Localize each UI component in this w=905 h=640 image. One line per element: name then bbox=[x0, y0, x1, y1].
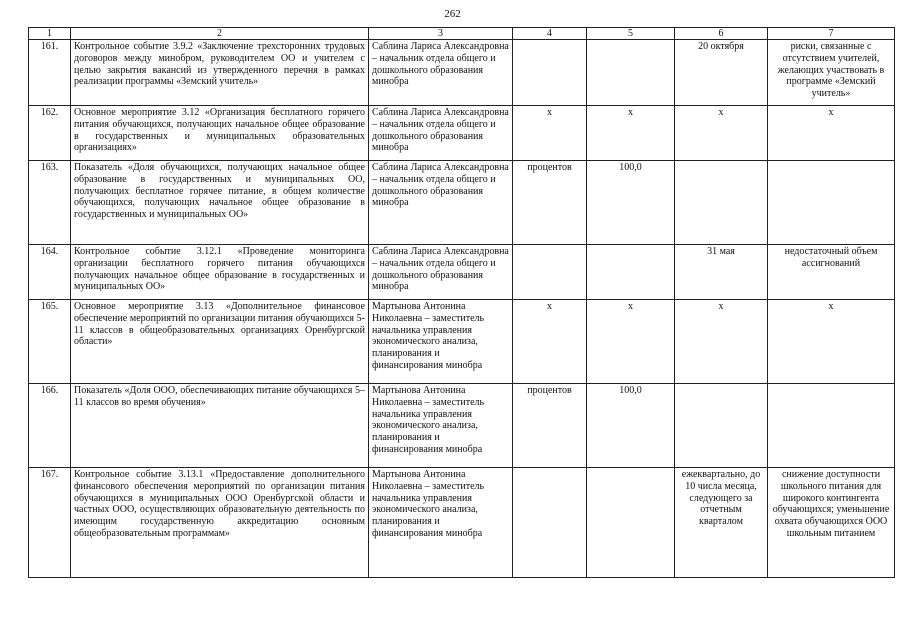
table-row bbox=[29, 384, 895, 468]
value-cell: х bbox=[587, 300, 675, 384]
column-header-6: 6 bbox=[675, 28, 768, 40]
responsible-cell: Саблина Лариса Александровна – начальник отдела общего и дошкольного образования минобра bbox=[369, 161, 513, 245]
risks-cell: х bbox=[768, 106, 895, 161]
row-number: 165. bbox=[29, 300, 71, 384]
unit-cell bbox=[513, 40, 587, 106]
risks-cell: х bbox=[768, 300, 895, 384]
value-cell bbox=[587, 245, 675, 300]
deadline-cell: 31 мая bbox=[675, 245, 768, 300]
deadline-cell bbox=[675, 161, 768, 245]
row-number: 162. bbox=[29, 106, 71, 161]
table-row bbox=[29, 300, 895, 384]
table-row bbox=[29, 468, 895, 578]
deadline-cell: х bbox=[675, 106, 768, 161]
value-cell bbox=[587, 40, 675, 106]
row-number: 164. bbox=[29, 245, 71, 300]
column-header-1: 1 bbox=[29, 28, 71, 40]
unit-cell: х bbox=[513, 300, 587, 384]
responsible-cell: Мартынова Антонина Николаевна – заместитель начальника управления экономического анализа, планирования и финансирования минобра bbox=[369, 384, 513, 468]
responsible-cell: Мартынова Антонина Николаевна – заместитель начальника управления экономического анализа, планирования и финансирования минобра bbox=[369, 300, 513, 384]
unit-cell: процентов bbox=[513, 161, 587, 245]
risks-cell bbox=[768, 161, 895, 245]
row-number: 163. bbox=[29, 161, 71, 245]
risks-cell: недостаточный объем ассигнований bbox=[768, 245, 895, 300]
risks-cell bbox=[768, 384, 895, 468]
value-cell bbox=[587, 468, 675, 578]
row-number: 167. bbox=[29, 468, 71, 578]
column-header-7: 7 bbox=[768, 28, 895, 40]
event-cell: Основное мероприятие 3.12 «Организация бесплатного горячего питания обучающихся, получающих начальное общее образование в государственных и муниципальных образовательных организациях» bbox=[71, 106, 369, 161]
column-header-4: 4 bbox=[513, 28, 587, 40]
row-number: 161. bbox=[29, 40, 71, 106]
responsible-cell: Саблина Лариса Александровна – начальник отдела общего и дошкольного образования минобра bbox=[369, 245, 513, 300]
value-cell: х bbox=[587, 106, 675, 161]
event-cell: Показатель «Доля обучающихся, получающих начальное общее образование в государственных и муниципальных ОО, получающих бесплатное горячее питание, в общем количестве обучающихся, получающих начальное общее образование в государственных и муниципальных ОО» bbox=[71, 161, 369, 245]
header-row bbox=[29, 28, 895, 40]
row-number: 166. bbox=[29, 384, 71, 468]
deadline-cell: ежеквартально, до 10 числа месяца, следующего за отчетным кварталом bbox=[675, 468, 768, 578]
table-row bbox=[29, 245, 895, 300]
event-cell: Контрольное событие 3.9.2 «Заключение трехсторонних трудовых договоров между минобром, руководителем ОО и учителем с целью закрытия вакансий из утвержденного перечня в рамках реализации программы «Земский учитель» bbox=[71, 40, 369, 106]
event-cell: Контрольное событие 3.12.1 «Проведение мониторинга организации бесплатного горячего питания обучающихся получающих начальное общее образование в государственных и муниципальных ОО» bbox=[71, 245, 369, 300]
column-header-3: 3 bbox=[369, 28, 513, 40]
table-row bbox=[29, 40, 895, 106]
event-cell: Показатель «Доля ООО, обеспечивающих питание обучающихся 5–11 классов во время обучения» bbox=[71, 384, 369, 468]
column-header-2: 2 bbox=[71, 28, 369, 40]
unit-cell bbox=[513, 468, 587, 578]
responsible-cell: Мартынова Антонина Николаевна – заместитель начальника управления экономического анализа, планирования и финансирования минобра bbox=[369, 468, 513, 578]
deadline-cell bbox=[675, 384, 768, 468]
value-cell: 100,0 bbox=[587, 161, 675, 245]
deadline-cell: 20 октября bbox=[675, 40, 768, 106]
table-row bbox=[29, 106, 895, 161]
responsible-cell: Саблина Лариса Александровна – начальник отдела общего и дошкольного образования минобра bbox=[369, 106, 513, 161]
risks-cell: риски, связанные с отсутствием учителей, желающих участвовать в программе «Земский учитель» bbox=[768, 40, 895, 106]
page-number: 262 bbox=[444, 8, 461, 20]
plan-table bbox=[28, 27, 895, 578]
event-cell: Контрольное событие 3.13.1 «Предоставление дополнительного финансового обеспечения мероприятий по организации питания обучающихся в муниципальных ООО Оренбургской области и частных ООО, осуществляющих образовательную деятельность по имеющим государственную аккредитацию основным общеобразовательным программам» bbox=[71, 468, 369, 578]
responsible-cell: Саблина Лариса Александровна – начальник отдела общего и дошкольного образования минобра bbox=[369, 40, 513, 106]
unit-cell: процентов bbox=[513, 384, 587, 468]
value-cell: 100,0 bbox=[587, 384, 675, 468]
unit-cell: х bbox=[513, 106, 587, 161]
unit-cell bbox=[513, 245, 587, 300]
event-cell: Основное мероприятие 3.13 «Дополнительное финансовое обеспечение мероприятий по организации питания обучающихся 5-11 классов в общеобразовательных организациях Оренбургской области» bbox=[71, 300, 369, 384]
column-header-5: 5 bbox=[587, 28, 675, 40]
table-row bbox=[29, 161, 895, 245]
risks-cell: снижение доступности школьного питания для широкого контингента обучающихся; уменьшение охвата обучающихся ООО школьным питанием bbox=[768, 468, 895, 578]
deadline-cell: х bbox=[675, 300, 768, 384]
